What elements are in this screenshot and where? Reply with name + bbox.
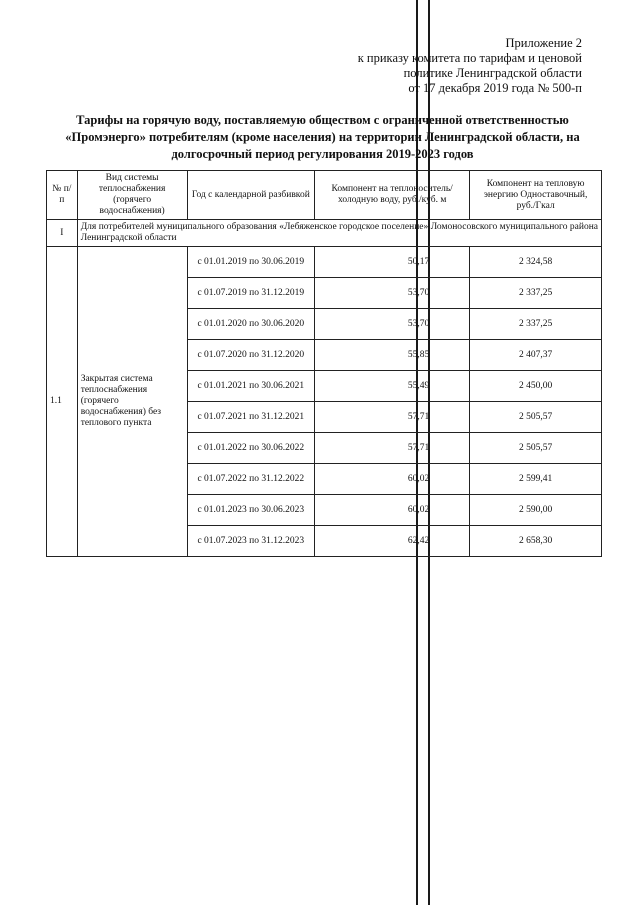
document-title	[40, 112, 605, 163]
period-cell: с 01.01.2022 по 30.06.2022	[187, 433, 315, 464]
appendix-number: Приложение 2	[505, 36, 582, 50]
period-cell: с 01.07.2019 по 31.12.2019	[187, 278, 315, 309]
carrier-cell: 55,49	[315, 371, 470, 402]
order-committee: политике Ленинградской области	[403, 66, 582, 80]
header-system: Вид системы теплоснабжения (горячего водоснабжения)	[77, 171, 187, 220]
carrier-cell: 55,85	[315, 340, 470, 371]
order-date: от 17 декабря 2019 года № 500-п	[408, 81, 582, 95]
period-cell: с 01.01.2023 по 30.06.2023	[187, 495, 315, 526]
group-description: Для потребителей муниципального образования «Лебяженское городское поселение» Ломоносовского муниципального района Ленинградской области	[77, 220, 601, 247]
period-cell: с 01.07.2023 по 31.12.2023	[187, 526, 315, 557]
table-row	[47, 247, 602, 278]
table-header-row	[47, 171, 602, 220]
carrier-cell: 60,02	[315, 464, 470, 495]
group-num: I	[47, 220, 78, 247]
energy-cell: 2 407,37	[470, 340, 602, 371]
energy-cell: 2 337,25	[470, 278, 602, 309]
item-system: Закрытая система теплоснабжения (горячего водоснабжения) без теплового пункта	[77, 247, 187, 557]
carrier-cell: 53,70	[315, 309, 470, 340]
carrier-cell: 60,02	[315, 495, 470, 526]
title-line-2: «Промэнерго» потребителям (кроме населения) на территории Ленинградской области, на	[65, 130, 580, 144]
energy-cell: 2 337,25	[470, 309, 602, 340]
order-reference: к приказу комитета по тарифам и ценовой	[357, 51, 582, 65]
period-cell: с 01.01.2020 по 30.06.2020	[187, 309, 315, 340]
title-line-1: Тарифы на горячую воду, поставляемую обществом с ограниченной ответственностью	[76, 113, 569, 127]
title-line-3: долгосрочный период регулирования 2019-2023 годов	[171, 147, 474, 161]
carrier-cell: 62,42	[315, 526, 470, 557]
energy-cell: 2 599,41	[470, 464, 602, 495]
period-cell: с 01.07.2020 по 31.12.2020	[187, 340, 315, 371]
period-cell: с 01.01.2021 по 30.06.2021	[187, 371, 315, 402]
energy-cell: 2 658,30	[470, 526, 602, 557]
period-cell: с 01.07.2022 по 31.12.2022	[187, 464, 315, 495]
energy-cell: 2 505,57	[470, 433, 602, 464]
energy-cell: 2 590,00	[470, 495, 602, 526]
header-energy: Компонент на тепловую энергию Одноставочный, руб./Гкал	[470, 171, 602, 220]
period-cell: с 01.01.2019 по 30.06.2019	[187, 247, 315, 278]
carrier-cell: 53,70	[315, 278, 470, 309]
tariff-table	[46, 170, 602, 557]
period-cell: с 01.07.2021 по 31.12.2021	[187, 402, 315, 433]
carrier-cell: 50,17	[315, 247, 470, 278]
header-period: Год с календарной разбивкой	[187, 171, 315, 220]
header-num: № п/п	[47, 171, 78, 220]
carrier-cell: 57,71	[315, 402, 470, 433]
energy-cell: 2 324,58	[470, 247, 602, 278]
item-num: 1.1	[47, 247, 78, 557]
group-row	[47, 220, 602, 247]
header-carrier: Компонент на теплоноситель/холодную воду, руб./куб. м	[315, 171, 470, 220]
appendix-header	[322, 36, 582, 96]
energy-cell: 2 505,57	[470, 402, 602, 433]
carrier-cell: 57,71	[315, 433, 470, 464]
energy-cell: 2 450,00	[470, 371, 602, 402]
